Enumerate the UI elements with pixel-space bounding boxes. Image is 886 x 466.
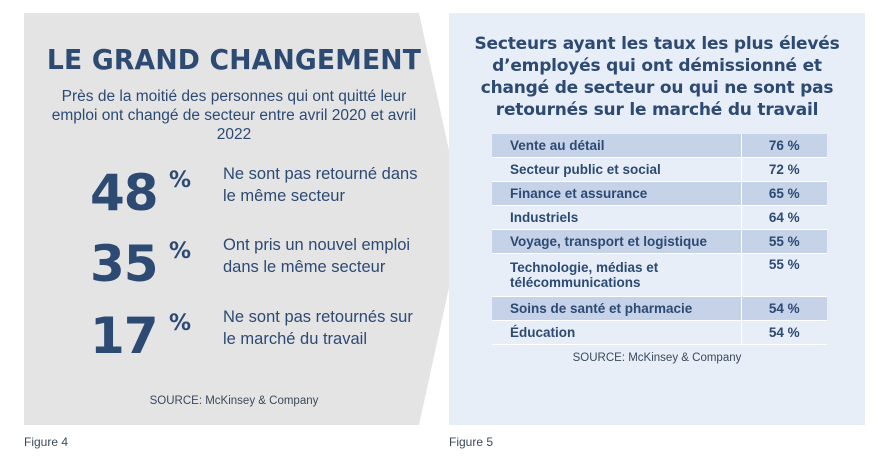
table-row <box>492 182 827 206</box>
stat-value: 48 <box>90 164 158 222</box>
sector-rate: 76 % <box>741 134 827 158</box>
sector-rate: 72 % <box>741 158 827 182</box>
stat-item <box>24 306 444 378</box>
sector-rate: 54 % <box>741 321 827 345</box>
stat-description: Ne sont pas retourné dans le même secteur <box>223 165 418 205</box>
table-row <box>492 206 827 230</box>
table-row <box>492 297 827 321</box>
figure-4-panel <box>24 13 464 425</box>
stat-item <box>24 163 444 235</box>
table-row <box>492 230 827 254</box>
figure-4-caption: Figure 4 <box>24 435 69 449</box>
sector-table <box>492 134 827 345</box>
figure-4-source: SOURCE: McKinsey & Company <box>149 395 319 407</box>
sector-name: Soins de santé et pharmacie <box>492 297 741 321</box>
figure-4-subtitle: Près de la moitié des personnes qui ont quitté leur emploi ont changé de secteur entre avril 2020 et avril 2022 <box>51 88 417 143</box>
table-row <box>492 158 827 182</box>
sector-name: Finance et assurance <box>492 182 741 206</box>
sector-rate: 54 % <box>741 297 827 321</box>
stat-unit: % <box>169 311 192 336</box>
figure-4-title: LE GRAND CHANGEMENT <box>46 43 422 76</box>
sector-name: Technologie, médias et télécommunications <box>492 254 741 297</box>
stat-unit: % <box>169 168 192 193</box>
sector-rate: 65 % <box>741 182 827 206</box>
sector-rate: 64 % <box>741 206 827 230</box>
sector-name: Éducation <box>492 321 741 345</box>
figure-5-panel <box>449 13 865 425</box>
sector-rate: 55 % <box>741 254 827 297</box>
stat-value: 35 <box>90 235 158 293</box>
stat-unit: % <box>169 239 192 264</box>
sector-name: Secteur public et social <box>492 158 741 182</box>
table-row <box>492 254 827 297</box>
sector-name: Industriels <box>492 206 741 230</box>
sector-name: Voyage, transport et logistique <box>492 230 741 254</box>
stat-description: Ont pris un nouvel emploi dans le même secteur <box>223 236 411 276</box>
stat-value: 17 <box>90 307 158 365</box>
figure-5-source: SOURCE: McKinsey & Company <box>572 352 742 364</box>
figure-5-title: Secteurs ayant les taux les plus élevés d’employés qui ont démissionné et changé de secteur ou qui ne sont pas retournés sur le marché du travail <box>474 34 840 120</box>
stat-description: Ne sont pas retournés sur le marché du travail <box>223 308 413 348</box>
table-row <box>492 321 827 345</box>
sector-name: Vente au détail <box>492 134 741 158</box>
figure-5-caption: Figure 5 <box>449 435 494 449</box>
stat-item <box>24 234 444 306</box>
table-row <box>492 134 827 158</box>
sector-rate: 55 % <box>741 230 827 254</box>
